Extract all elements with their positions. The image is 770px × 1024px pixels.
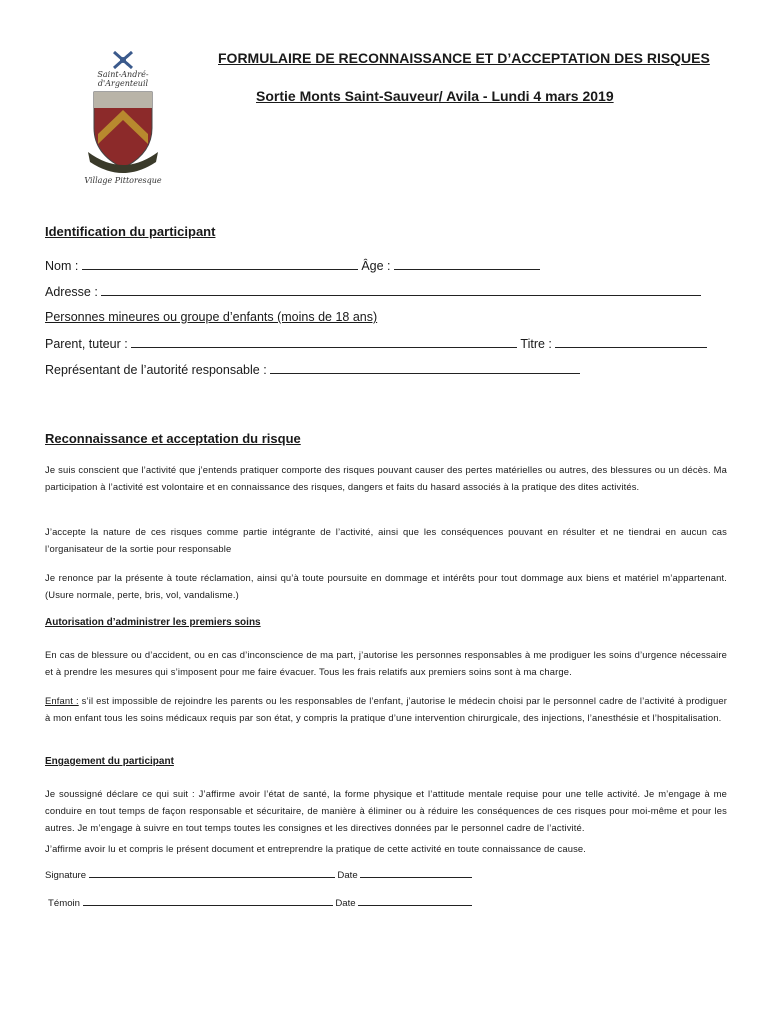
signature-row [45, 868, 472, 881]
municipal-logo [80, 50, 166, 192]
parent-field[interactable] [131, 336, 517, 348]
enfant-text: s’il est impossible de rejoindre les parents ou les responsables de l’enfant, j’autorise le médecin choisi par le personnel cadre de l’activité à prodiguer à mon enfant tous les soins médicaux requis par son état, y compris la pratique d’une intervention chirurgicale, des injections, l’anesthésie et l’hospitalisation. [45, 695, 727, 723]
temoin-field[interactable] [83, 896, 333, 906]
engagement-heading: Engagement du participant [45, 756, 174, 767]
titre-field[interactable] [555, 336, 707, 348]
temoin-row [48, 896, 472, 909]
date-label: Date [337, 870, 358, 881]
parent-titre-row [45, 336, 707, 351]
representant-row [45, 362, 580, 377]
nom-field[interactable] [82, 258, 358, 270]
adresse-label: Adresse : [45, 285, 98, 299]
logo-town-name-1: Saint-André- [97, 70, 149, 79]
risque-paragraph-1: Je suis conscient que l’activité que j’entends pratiquer comporte des risques pouvant causer des pertes matérielles ou autres, des blessures ou un décès. Ma participation à l’activité est volontaire et en connaissance des risques, dangers et faits du hasard associés à la pratique des dites activités. [45, 464, 727, 492]
signature-label: Signature [45, 870, 87, 881]
representant-label: Représentant de l’autorité responsable : [45, 363, 267, 377]
soins-paragraph-1: En cas de blessure ou d’accident, ou en cas d’inconscience de ma part, j’autorise les personnes responsables à me prodiguer les soins d’urgence nécessaire et à prendre les mesures qui s’imposent pour me faire évacuer. Tous les frais relatifs aux premiers soins sont à ma charge. [45, 649, 727, 677]
date-field[interactable] [360, 868, 472, 878]
engagement-paragraph-1: Je soussigné déclare ce qui suit : J’affirme avoir l’état de santé, la forme physique et l’attitude mentale requise pour une telle activité. Je m’engage à me conduire en tout temps de façon responsable et sécuritaire, de manière à éliminer ou à réduire les conséquences de ces risques pour moi-même et pour les autres. Je m’engage à suivre en tout temps toutes les consignes et les directives données par le personnel cadre de l’activité. [45, 788, 727, 833]
crossed-keys-icon [108, 50, 138, 70]
logo-town-name-2: d'Argenteuil [97, 79, 149, 88]
nom-age-row [45, 258, 540, 273]
representant-field[interactable] [270, 362, 580, 374]
date2-label: Date [335, 898, 356, 909]
titre-label: Titre : [520, 337, 552, 351]
form-title: FORMULAIRE DE RECONNAISSANCE ET D’ACCEPTATION DES RISQUES [218, 50, 710, 66]
risque-heading: Reconnaissance et acceptation du risque [45, 431, 301, 446]
identification-heading: Identification du participant [45, 224, 216, 239]
nom-label: Nom : [45, 259, 79, 273]
form-subtitle: Sortie Monts Saint-Sauveur/ Avila - Lundi 4 mars 2019 [256, 88, 614, 104]
age-label: Âge : [361, 259, 391, 273]
mineurs-heading: Personnes mineures ou groupe d’enfants (moins de 18 ans) [45, 310, 378, 324]
date2-field[interactable] [358, 896, 472, 906]
age-field[interactable] [394, 258, 540, 270]
soins-heading: Autorisation d’administrer les premiers soins [45, 617, 261, 628]
temoin-label: Témoin [48, 898, 80, 909]
adresse-field[interactable] [101, 284, 701, 296]
logo-footer-text: Village Pittoresque [84, 176, 162, 185]
engagement-paragraph-2: J’affirme avoir lu et compris le présent document et entreprendre la pratique de cette activité en toute connaissance de cause. [45, 843, 587, 854]
parent-label: Parent, tuteur : [45, 337, 128, 351]
risque-paragraph-2: J’accepte la nature de ces risques comme partie intégrante de l’activité, ainsi que les conséquences pouvant en résulter et ne tiendrai en aucun cas l’organisateur de la sortie pour responsable [45, 526, 727, 554]
enfant-label: Enfant : [45, 695, 79, 706]
signature-field[interactable] [89, 868, 335, 878]
coat-of-arms-icon [86, 88, 160, 174]
adresse-row [45, 284, 701, 299]
soins-paragraph-2 [45, 692, 727, 726]
risque-paragraph-3: Je renonce par la présente à toute réclamation, ainsi qu’à toute poursuite en dommage et intérêts pour tout dommage aux biens et matériel m’appartenant. (Usure normale, perte, bris, vol, vandalisme.) [45, 572, 727, 600]
